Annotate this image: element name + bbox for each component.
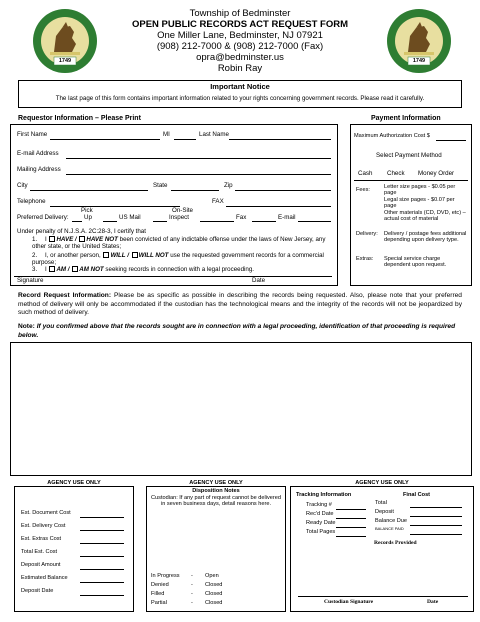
final-total: Total: [375, 500, 387, 506]
status-dash: -: [191, 582, 193, 588]
notice-text: The last page of this form contains important information related to your rights concerning government records. Please read it carefully.: [55, 95, 425, 102]
email-delivery-label: E-mail: [278, 214, 296, 221]
signature-label: Signature: [17, 277, 44, 284]
cert-1-num: 1.: [32, 236, 38, 243]
clerk-name: Robin Ray: [217, 63, 263, 74]
last-name-label: Last Name: [199, 131, 229, 138]
est-document-cost: Est. Document Cost: [21, 510, 71, 516]
cost-labels: [21, 510, 71, 601]
note-label: Note:: [18, 323, 35, 330]
total-pages: Total Pages: [306, 529, 336, 535]
seal-year: 1749: [58, 58, 72, 64]
status-row[interactable]: [151, 582, 222, 591]
telephone-field[interactable]: [50, 206, 180, 207]
am-label: AM /: [56, 266, 70, 273]
ready-date: Ready Date: [306, 520, 336, 526]
cert-2-num: 2.: [32, 252, 38, 259]
delivery-onsite-field[interactable]: [153, 221, 167, 222]
delivery-pickup-field[interactable]: [72, 221, 82, 222]
custodian-date-label: Date: [427, 599, 439, 605]
status-value: Closed: [205, 582, 223, 588]
telephone-label: Telephone: [17, 198, 46, 205]
payment-cash[interactable]: Cash: [358, 170, 373, 177]
cert-1: [32, 236, 332, 251]
agency-left-title: AGENCY USE ONLY: [47, 480, 101, 486]
zip-field[interactable]: [235, 190, 331, 191]
total-est-cost: Total Est. Cost: [21, 549, 58, 555]
total-pages-field[interactable]: [336, 536, 366, 537]
cert-3-i: I: [45, 266, 47, 273]
custodian-signature-line[interactable]: [298, 596, 468, 597]
status-name: Filled: [151, 591, 165, 597]
email-address: opra@bedminster.us: [196, 52, 284, 63]
mailing-label: Mailing Address: [17, 166, 61, 173]
record-request-paragraph: [18, 292, 462, 318]
select-payment-label: Select Payment Method: [376, 152, 442, 159]
payment-money-order[interactable]: Money Order: [418, 170, 455, 177]
usmail-label: US Mail: [119, 214, 141, 221]
final-deposit: Deposit: [375, 509, 394, 515]
agency-mid-title: AGENCY USE ONLY: [189, 480, 243, 486]
pickup-label: Up: [84, 214, 92, 221]
state-label: State: [153, 182, 168, 189]
max-auth-field[interactable]: [436, 140, 466, 141]
cert-2: [32, 252, 332, 267]
delivery-fee-label: Delivery:: [356, 231, 378, 237]
final-cost-title: Final Cost: [403, 492, 431, 498]
township-name: Township of Bedminster: [189, 8, 291, 19]
zip-label: Zip: [224, 182, 233, 189]
am-not-label: AM NOT: [79, 266, 104, 273]
delivery-usmail-field[interactable]: [103, 221, 117, 222]
status-name: Partial: [151, 600, 167, 606]
status-row[interactable]: [151, 600, 222, 609]
final-deposit-field[interactable]: [410, 516, 462, 517]
state-field[interactable]: [171, 190, 219, 191]
estimated-balance: Estimated Balance: [21, 575, 68, 581]
final-balance-due-field[interactable]: [410, 525, 462, 526]
tracking-labels: [306, 502, 336, 538]
mailing-field[interactable]: [66, 174, 331, 175]
est-extras-cost: Est. Extras Cost: [21, 536, 62, 542]
notice-title: Important Notice: [210, 82, 270, 91]
will-label: WILL /: [110, 252, 129, 259]
signature-field[interactable]: [14, 276, 332, 277]
am-not-checkbox[interactable]: [72, 266, 78, 272]
status-list: [151, 573, 222, 609]
final-balance-paid-field[interactable]: [410, 534, 462, 535]
fees-list: [384, 184, 468, 223]
onsite-label: On-Site: [172, 207, 193, 214]
tracking-title: Tracking Information: [296, 492, 352, 498]
last-name-field[interactable]: [229, 139, 331, 140]
deposit-amount-field[interactable]: [80, 569, 124, 570]
note-paragraph: [18, 323, 462, 340]
status-name: Denied: [151, 582, 169, 588]
deposit-amount: Deposit Amount: [21, 562, 61, 568]
date-label: Date: [252, 277, 266, 284]
fax-delivery-label: Fax: [236, 214, 247, 221]
requestor-heading: Requestor Information – Please Print: [18, 115, 141, 122]
fax-label: FAX: [212, 198, 224, 205]
record-request-text: Please be as specific as possible in describing the records being requested. Also, please note that your preferred method of delivery will only be accommodated if the custodian has the technological means and the integrity of the records will not be jeopardized by such method of delivery.: [18, 292, 462, 317]
extras-text: Special service charge dependent upon request.: [384, 256, 447, 269]
pick-label: Pick: [81, 207, 93, 214]
fee-other: Other materials (CD, DVD, etc) – actual cost of material: [384, 209, 466, 223]
first-name-label: First Name: [17, 131, 48, 138]
will-not-label: WILL NOT: [138, 252, 169, 259]
note-text: If you confirmed above that the records sought are in connection with a legal proceeding, identification of that proceeding is required below.: [18, 323, 456, 339]
status-name: In Progress: [151, 573, 180, 579]
delivery-label: Preferred Delivery:: [17, 214, 69, 221]
form-title: OPEN PUBLIC RECORDS ACT REQUEST FORM: [131, 19, 349, 30]
cert-3-text: seeking records in connection with a legal proceeding.: [105, 266, 254, 273]
delivery-fee-text: Delivery / postage fees additional depending upon delivery type.: [384, 231, 467, 244]
have-not-checkbox[interactable]: [79, 236, 85, 242]
recd-date-field[interactable]: [336, 518, 366, 519]
deposit-date: Deposit Date: [21, 588, 54, 594]
status-value: Closed: [205, 591, 223, 597]
final-balance-due: Balance Due: [375, 518, 408, 524]
payment-check[interactable]: Check: [387, 170, 405, 177]
payment-heading: Payment Information: [371, 115, 441, 122]
status-row[interactable]: [151, 591, 222, 600]
mi-label: MI: [163, 131, 170, 138]
est-document-cost-field[interactable]: [80, 517, 124, 518]
am-checkbox[interactable]: [49, 266, 55, 272]
est-extras-cost-field[interactable]: [80, 543, 124, 544]
seal-year: 1749: [412, 58, 426, 64]
cert-1-text: been convicted of any indictable offense under the laws of New Jersey, any other state, or the United States;: [32, 236, 326, 251]
disposition-text: Custodian: If any part of request cannot be delivered in seven business days, detail reasons here.: [151, 495, 281, 508]
fee-legal: Legal size pages - $0.07 per page: [384, 196, 455, 210]
delivery-fax-field[interactable]: [200, 221, 234, 222]
deposit-date-field[interactable]: [80, 595, 124, 596]
cert-1-i: I: [45, 236, 47, 243]
payment-method-line: [354, 180, 468, 181]
status-value: Closed: [205, 600, 223, 606]
status-dash: -: [191, 591, 193, 597]
delivery-email-field[interactable]: [252, 221, 276, 222]
fee-letter: Letter size pages - $0.05 per page: [384, 184, 456, 197]
custodian-signature-label: Custodian Signature: [324, 599, 374, 605]
will-not-checkbox[interactable]: [132, 252, 138, 258]
mi-field[interactable]: [174, 139, 196, 140]
tracking-number: Tracking #: [306, 502, 332, 508]
est-delivery-cost-field[interactable]: [80, 530, 124, 531]
status-dash: -: [191, 600, 193, 606]
ready-date-field[interactable]: [336, 527, 366, 528]
email-label: E-mail Address: [17, 150, 59, 157]
have-checkbox[interactable]: [49, 236, 55, 242]
status-value: Open: [205, 573, 219, 579]
important-notice: [18, 80, 462, 108]
status-dash: -: [191, 573, 193, 579]
inspect-label: Inspect: [169, 214, 189, 221]
delivery-email-line[interactable]: [298, 221, 331, 222]
address: One Miller Lane, Bedminster, NJ 07921: [157, 30, 323, 41]
final-total-field[interactable]: [410, 507, 462, 508]
tracking-number-field[interactable]: [336, 509, 366, 510]
have-label: HAVE /: [56, 236, 77, 243]
total-est-cost-field[interactable]: [80, 556, 124, 557]
city-field[interactable]: [30, 190, 148, 191]
est-delivery-cost: Est. Delivery Cost: [21, 523, 66, 529]
phone: (908) 212-7000 & (908) 212-7000 (Fax): [156, 41, 324, 52]
will-checkbox[interactable]: [103, 252, 109, 258]
email-field[interactable]: [66, 158, 331, 159]
cert-2-text: use the requested government records for a commercial purpose;: [32, 252, 324, 267]
max-auth-label: Maximum Authorization Cost $: [354, 133, 430, 139]
final-balance-paid: BALANCE PAID: [375, 526, 404, 531]
city-label: City: [17, 182, 28, 189]
status-row[interactable]: [151, 573, 222, 582]
record-request-label: Record Request Information:: [18, 292, 112, 299]
final-cost-labels: [375, 500, 407, 536]
cert-2-pre: I, or another person,: [45, 252, 101, 259]
first-name-field[interactable]: [50, 139, 160, 140]
records-provided-label: Records Provided: [374, 540, 417, 546]
fax-field[interactable]: [226, 206, 331, 207]
recd-date: Rec'd Date: [306, 511, 334, 517]
have-not-label: HAVE NOT: [86, 236, 118, 243]
agency-right-title: AGENCY USE ONLY: [355, 480, 409, 486]
header-block: [0, 8, 480, 74]
fees-label: Fees:: [356, 187, 370, 193]
estimated-balance-field[interactable]: [80, 582, 124, 583]
disposition-title: Disposition Notes: [192, 488, 240, 494]
cert-3: [32, 266, 332, 273]
penalty-text: Under penalty of N.J.S.A. 2C:28-3, I certify that: [17, 228, 146, 235]
cert-3-num: 3.: [32, 266, 38, 273]
record-request-box[interactable]: [10, 342, 472, 476]
extras-label: Extras:: [356, 256, 374, 262]
